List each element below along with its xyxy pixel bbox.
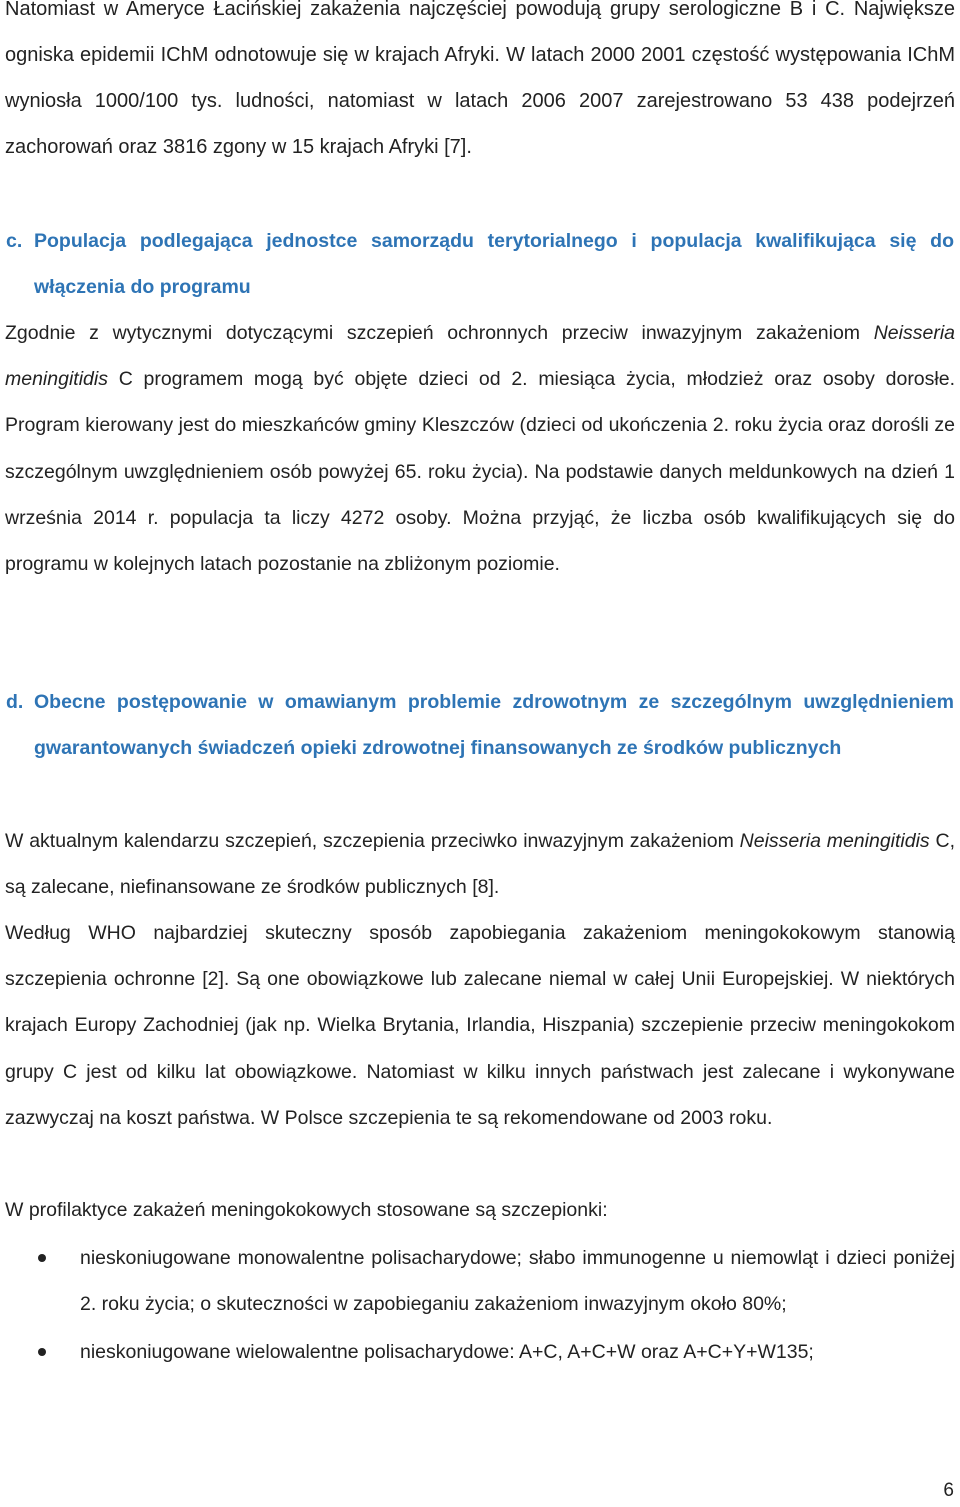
section-c-heading — [6, 218, 954, 310]
section-c-species-name: Neisseria meningitidis — [5, 322, 955, 391]
intro-paragraph: Natomiast w Ameryce Łacińskiej zakażenia najczęściej powodują grupy serologiczne B i C. Największe ogniska epidemii IChM odnotowuje się w krajach Afryki. W latach 2000 2001 częstość występowania IChM wyniosła 1000/100 tys. ludności, natomiast w latach 2006 2007 zarejestrowano 53 438 podejrzeń zachorowań oraz 3816 zgony w 15 krajach Afryki [7]. — [5, 0, 955, 158]
list-item — [0, 1235, 955, 1327]
section-d-heading — [6, 679, 954, 771]
section-c-text-start: Zgodnie z wytycznymi dotyczącymi szczepień ochronnych przeciw inwazyjnym zakażeniom — [5, 322, 874, 344]
section-d-heading-text: Obecne postępowanie w omawianym problemie zdrowotnym ze szczególnym uwzględnieniem gwarantowanych świadczeń opieki zdrowotnej finansowanych ze środków publicznych — [34, 691, 954, 759]
section-c-marker: c. — [6, 230, 23, 252]
section-c-text-end: C programem mogą być objęte dzieci od 2. miesiąca życia, młodzież oraz osoby dorosłe. Program kierowany jest do mieszkańców gminy Kleszczów (dzieci od ukończenia 2. roku życia oraz dorośli ze szczególnym uwzględnieniem osób powyżej 65. roku życia). Na podstawie danych meldunkowych na dzień 1 września 2014 r. populacja ta liczy 4272 osoby. Można przyjąć, że liczba osób kwalifikujących się do programu w kolejnych latach pozostanie na zbliżonym poziomie. — [5, 368, 955, 576]
section-d-p1-start: W aktualnym kalendarzu szczepień, szczepienia przeciwko inwazyjnym zakażeniom — [5, 830, 740, 852]
list-item-text: nieskoniugowane wielowalentne polisacharydowe: A+C, A+C+W oraz A+C+Y+W135; — [80, 1341, 814, 1364]
section-d-paragraph-3: W profilaktyce zakażeń meningokokowych stosowane są szczepionki: — [5, 1199, 608, 1221]
section-d-marker: d. — [6, 691, 24, 713]
page-number: 6 — [943, 1480, 954, 1501]
bullet-icon — [38, 1254, 46, 1262]
section-c-heading-text: Populacja podlegająca jednostce samorządu terytorialnego i populacja kwalifikująca się do włączenia do programu — [34, 230, 954, 298]
section-d-paragraph-2: Według WHO najbardziej skuteczny sposób zapobiegania zakażeniom meningokokowym stanowią szczepienia ochronne [2]. Są one obowiązkowe lub zalecane niemal w całej Unii Europejskiej. W niektórych krajach Europy Zachodniej (jak np. Wielka Brytania, Irlandia, Hiszpania) szczepienie przeciw meningokokom grupy C jest od kilku lat obowiązkowe. Natomiast w kilku innych państwach jest zalecane i wykonywane zazwyczaj na koszt państwa. W Polsce szczepienia te są rekomendowane od 2003 roku. — [5, 922, 955, 1129]
bullet-icon — [38, 1348, 46, 1356]
section-d-species-name: Neisseria meningitidis — [739, 830, 930, 852]
list-item-text: nieskoniugowane monowalentne polisacharydowe; słabo immunogenne u niemowląt i dzieci poniżej 2. roku życia; o skuteczności w zapobieganiu zakażeniom inwazyjnym około 80%; — [80, 1247, 955, 1316]
section-d-paragraph-1 — [5, 818, 955, 910]
list-item — [0, 1329, 955, 1375]
vaccine-list — [0, 1235, 960, 1376]
section-d-p1-end: C, są zalecane, niefinansowane ze środków publicznych [8]. — [5, 830, 955, 899]
section-c-paragraph — [5, 310, 955, 587]
